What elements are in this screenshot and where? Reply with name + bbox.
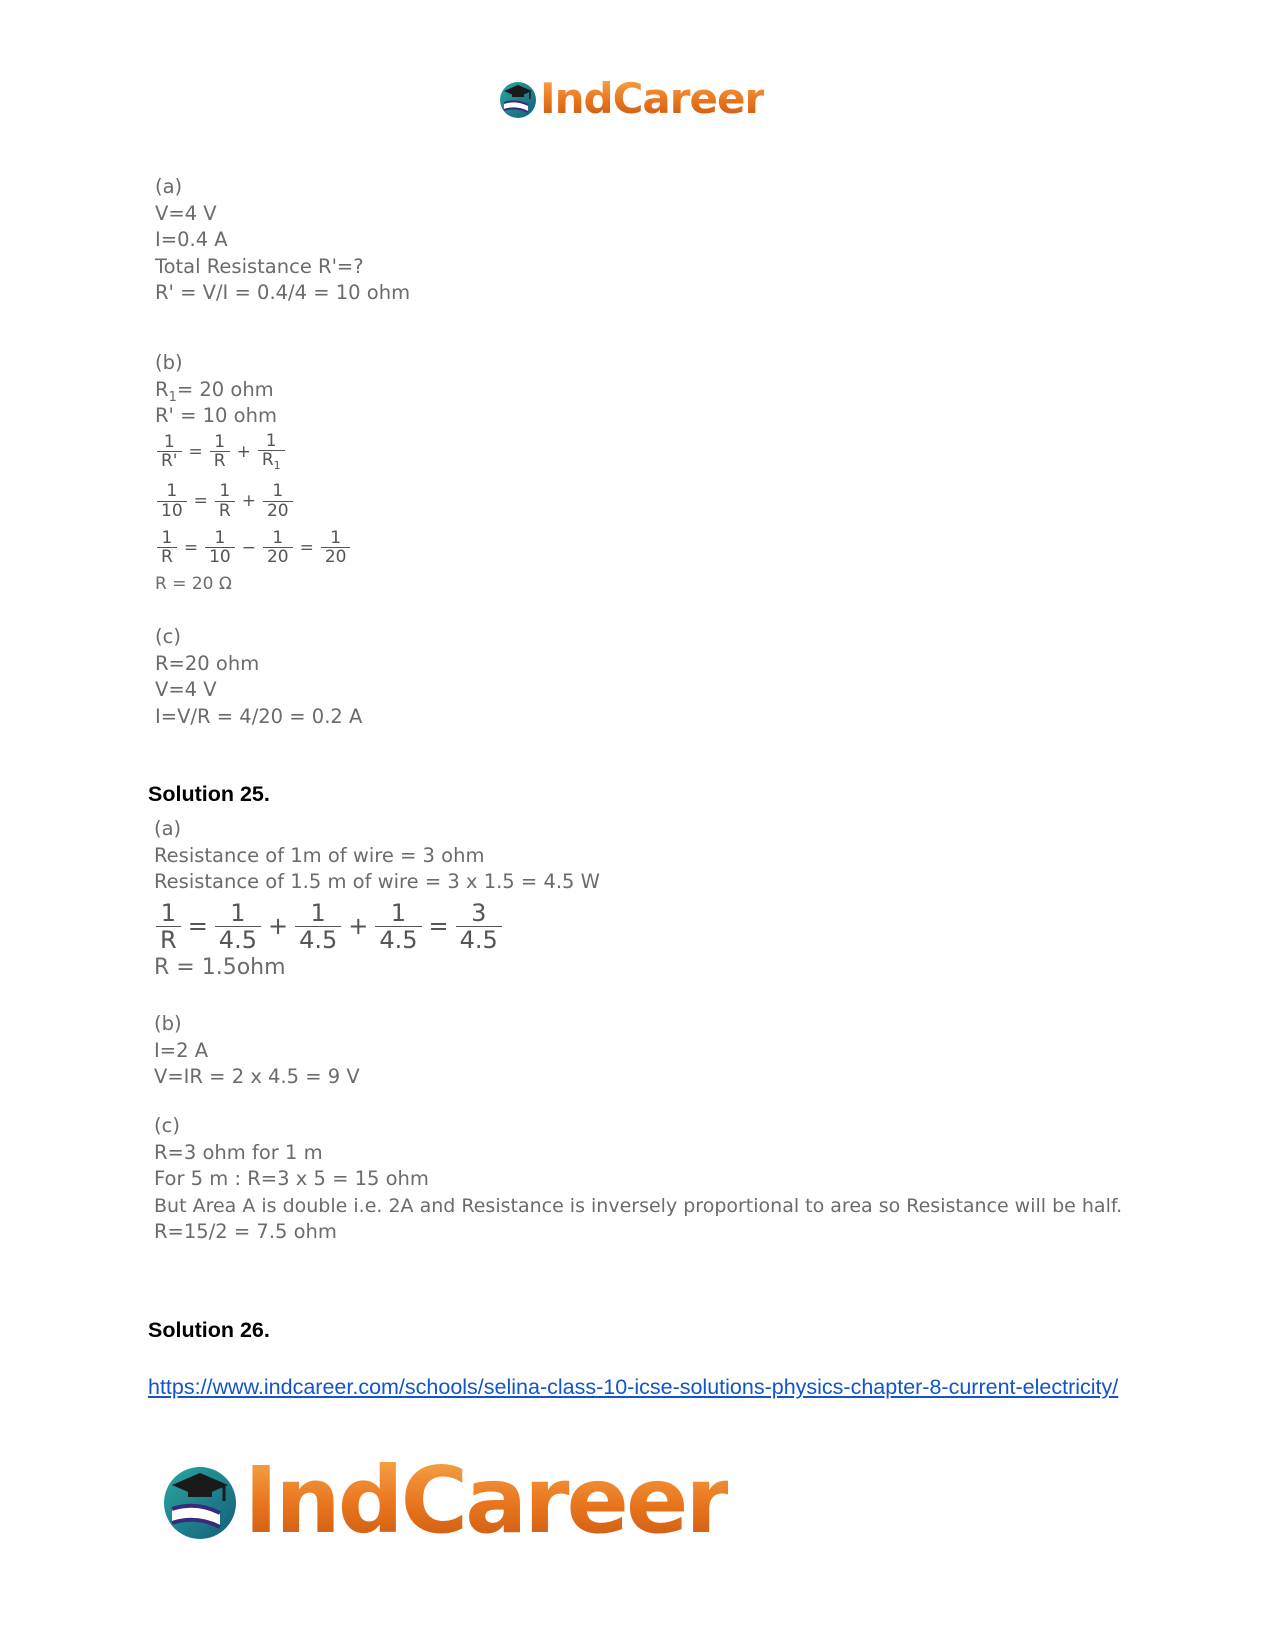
plus-sign: + [348,912,369,941]
sol25-equation [154,900,600,954]
part-a-line: R' = V/I = 0.4/4 = 10 ohm [155,281,411,304]
header-logo [498,74,765,123]
plus-sign: + [241,491,256,512]
part-a-line: I=0.4 A [155,228,228,251]
part-c-line: R=20 ohm [155,651,260,675]
fraction: $\frac{1}{R_1}$ [258,432,285,473]
solution-26-link[interactable]: https://www.indcareer.com/schools/selina-class-10-icse-solutions-physics-chapter-8-current-electricity/ [148,1375,1119,1399]
part-a [155,174,410,307]
part-a-line: V=4 V [155,201,217,225]
fraction: $\frac{1}{10}$ [205,529,235,567]
sol25-b-line: I=2 A [154,1038,209,1062]
part-b-result: R = 20 Ω [155,574,232,595]
r1-line [155,377,352,404]
fraction: $\frac{1}{4.5}$ [215,900,261,954]
plus-sign: + [267,912,289,941]
fraction: $\frac{1}{4.5}$ [375,900,421,954]
sol25-c-label: (c) [154,1114,180,1137]
sol25-part-c [154,1113,1122,1246]
logo-wordmark: IndCareer [540,74,765,123]
equation-2 [155,482,352,520]
fraction: $\frac{1}{10}$ [157,482,187,520]
sol25-c-line: R=3 ohm for 1 m [154,1140,323,1164]
equals-sign: = [428,912,449,941]
part-c-line: V=4 V [155,678,217,701]
r1-symbol: R [155,377,169,401]
equals-sign: = [187,912,208,941]
sol25-a-line: Resistance of 1m of wire = 3 ohm [154,843,485,867]
fraction: $\frac{1}{R}$ [156,900,181,954]
r1-subscript: 1 [168,389,177,405]
fraction: $\frac{1}{R'}$ [157,433,182,471]
sol25-c-line: R=15/2 = 7.5 ohm [154,1220,337,1243]
footer-logo [160,1447,728,1554]
solution-25-heading: Solution 25. [148,782,270,806]
sol25-c-line: But Area A is double i.e. 2A and Resistance is inversely proportional to area so Resistance will be half. [154,1194,1123,1217]
minus-sign: − [241,537,256,558]
sol25-c-line: For 5 m : R=3 x 5 = 15 ohm [154,1167,429,1190]
part-c [155,624,362,730]
part-b [155,350,352,598]
equals-sign: = [299,537,314,558]
part-a-line: Total Resistance R'=? [155,254,364,278]
fraction: $\frac{3}{4.5}$ [456,900,502,954]
sol25-b-label: (b) [154,1012,182,1035]
fraction: $\frac{1}{20}$ [321,529,351,567]
sol25-part-b [154,1011,360,1091]
fraction: $\frac{1}{20}$ [263,482,293,520]
equals-sign: = [188,441,203,462]
graduation-book-icon [498,79,538,119]
sol25-a-result: R = 1.5ohm [154,955,286,981]
solution-26-heading: Solution 26. [148,1318,270,1342]
fraction: $\frac{1}{4.5}$ [295,900,341,954]
r1-value: = 20 ohm [176,377,274,401]
equation-3 [155,529,352,567]
sol25-a-line: Resistance of 1.5 m of wire = 3 x 1.5 = 4.5 W [154,870,600,893]
fraction: $\frac{1}{R}$ [157,529,177,567]
part-b-label: (b) [155,351,183,374]
rprime-line: R' = 10 ohm [155,404,277,427]
sol25-part-a [154,816,600,982]
part-a-label: (a) [155,175,183,198]
plus-sign: + [236,441,251,462]
fraction: $\frac{1}{20}$ [263,529,293,567]
fraction: $\frac{1}{R}$ [210,433,230,471]
equals-sign: = [183,537,199,558]
sol25-a-label: (a) [154,817,182,840]
equation-1 [155,432,352,473]
graduation-book-icon [160,1461,240,1541]
equals-sign: = [193,491,208,512]
part-c-label: (c) [155,625,181,648]
fraction: $\frac{1}{R}$ [215,482,235,520]
logo-wordmark: IndCareer [244,1447,728,1554]
sol25-b-line: V=IR = 2 x 4.5 = 9 V [154,1065,360,1088]
part-c-line: I=V/R = 4/20 = 0.2 A [155,704,363,728]
